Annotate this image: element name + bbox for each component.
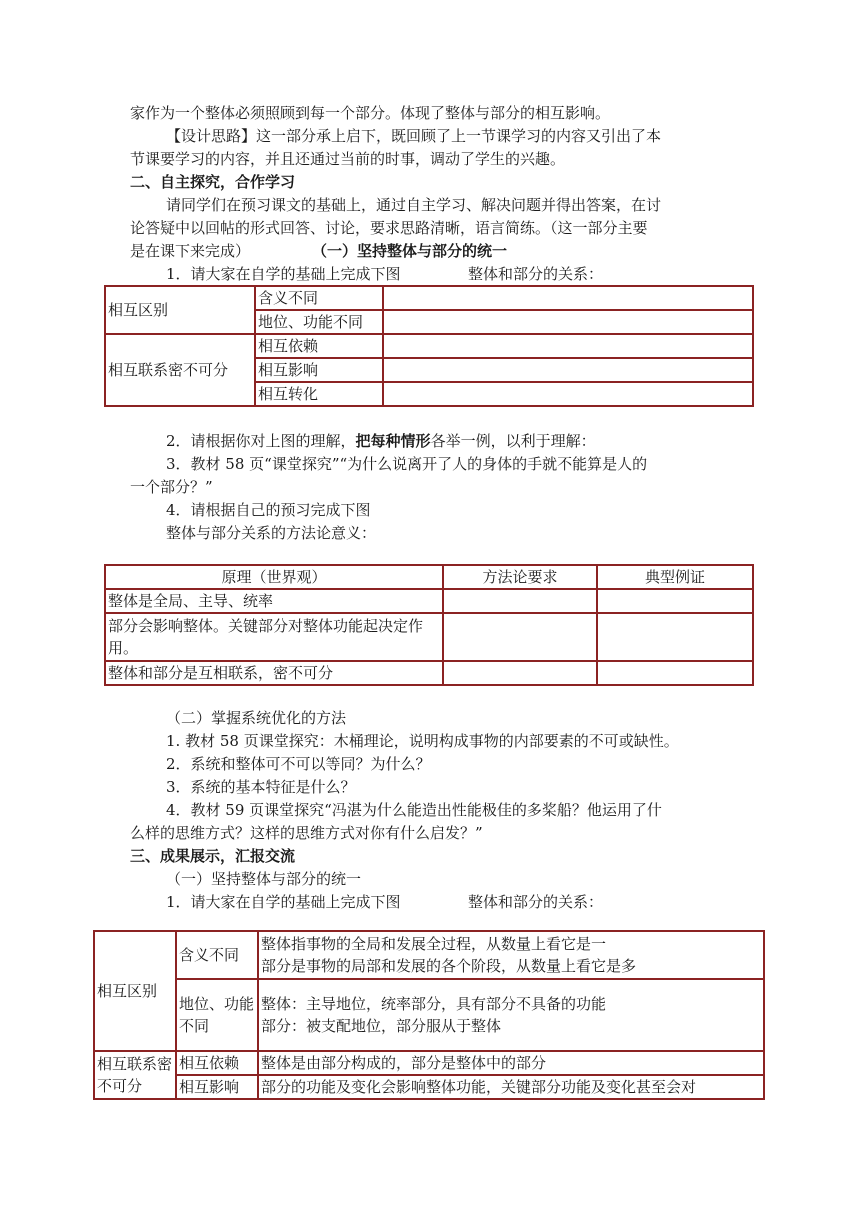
- table-cell-empty: [443, 661, 597, 685]
- methodology-table: [104, 564, 754, 686]
- table-cell: 部分会影响整体。关键部分对整体功能起决定作用。: [105, 613, 443, 661]
- section-heading: 三、成果展示，汇报交流: [130, 847, 296, 865]
- table-group-label: 相互联系密不可分: [94, 1051, 176, 1099]
- table-header: 方法论要求: [443, 565, 597, 589]
- table-cell-empty: [443, 613, 597, 661]
- table-row-label: 地位、功能不同: [255, 310, 383, 334]
- paragraph: 论答疑中以回帖的形式回答、讨论，要求思路清晰，语言简练。（这一部分主要: [130, 219, 648, 237]
- table-header: 原理（世界观）: [105, 565, 443, 589]
- table-cell-empty: [443, 589, 597, 613]
- paragraph: 3．系统的基本特征是什么？: [166, 778, 356, 796]
- paragraph: 家作为一个整体必须照顾到每一个部分。体现了整体与部分的相互影响。: [130, 104, 611, 122]
- table-row-label: 相互依赖: [255, 334, 383, 358]
- paragraph: 2．请根据你对上图的理解，把每种情形各举一例，以利于理解：: [166, 432, 596, 450]
- table-cell-empty: [383, 286, 753, 310]
- paragraph: （一）坚持整体与部分的统一: [166, 870, 362, 888]
- cell-line: 整体：主导地位，统率部分，具有部分不具备的功能: [261, 995, 607, 1013]
- cell-line: 整体指事物的全局和发展全过程，从数量上看它是一: [261, 935, 607, 953]
- table-cell-empty: [383, 358, 753, 382]
- paragraph: 4．请根据自己的预习完成下图: [166, 501, 371, 519]
- table-group-label: 相互联系密不可分: [105, 334, 255, 406]
- table-row-label: 含义不同: [255, 286, 383, 310]
- table-cell-empty: [383, 382, 753, 406]
- paragraph: 是在课下来完成）: [130, 242, 251, 260]
- paragraph: 1. 教材 58 页课堂探究：木桶理论，说明构成事物的内部要素的不可或缺性。: [166, 732, 679, 750]
- table-row-label: 相互转化: [255, 382, 383, 406]
- paragraph: 整体和部分的关系：: [468, 893, 604, 911]
- table-cell-empty: [597, 613, 753, 661]
- table-cell: 部分的功能及变化会影响整体功能，关键部分功能及变化甚至会对: [258, 1075, 764, 1099]
- table-cell: [258, 931, 764, 979]
- table-header: 典型例证: [597, 565, 753, 589]
- table-cell-empty: [383, 310, 753, 334]
- paragraph: 整体和部分的关系：: [468, 265, 604, 283]
- paragraph: 【设计思路】这一部分承上启下，既回顾了上一节课学习的内容又引出了本: [166, 127, 662, 145]
- table-cell-empty: [597, 661, 753, 685]
- cell-line: 部分是事物的局部和发展的各个阶段，从数量上看它是多: [261, 957, 637, 975]
- table-group-label: 相互区别: [94, 931, 176, 1051]
- table-cell-empty: [597, 589, 753, 613]
- table-row-label: 相互依赖: [176, 1051, 258, 1075]
- paragraph: 2．系统和整体可不可以等同？为什么？: [166, 755, 431, 773]
- relation-table-blank: [104, 285, 754, 407]
- table-row-label: 含义不同: [176, 931, 258, 979]
- table-cell: 整体是全局、主导、统率: [105, 589, 443, 613]
- table-cell: [258, 979, 764, 1051]
- paragraph: 节课要学习的内容，并且还通过当前的时事，调动了学生的兴趣。: [130, 150, 566, 168]
- table-cell: 整体是由部分构成的，部分是整体中的部分: [258, 1051, 764, 1075]
- paragraph: （二）掌握系统优化的方法: [166, 709, 347, 727]
- paragraph: 请同学们在预习课文的基础上，通过自主学习、解决问题并得出答案，在讨: [166, 196, 662, 214]
- table-cell-empty: [383, 334, 753, 358]
- table-row-label: 地位、功能不同: [176, 979, 258, 1051]
- table-group-label: 相互区别: [105, 286, 255, 334]
- paragraph: 4．教材 59 页课堂探究“冯湛为什么能造出性能极佳的多桨船？他运用了什: [166, 801, 662, 819]
- paragraph: 1．请大家在自学的基础上完成下图: [166, 265, 401, 283]
- table-row-label: 相互影响: [255, 358, 383, 382]
- paragraph: 1．请大家在自学的基础上完成下图: [166, 893, 401, 911]
- relation-table-filled: [93, 930, 765, 1100]
- paragraph: 3．教材 58 页“课堂探究”“为什么说离开了人的身体的手就不能算是人的: [166, 455, 648, 473]
- paragraph: 一个部分？”: [130, 478, 213, 496]
- paragraph: 么样的思维方式？这样的思维方式对你有什么启发？”: [130, 824, 483, 842]
- table-cell: 整体和部分是互相联系，密不可分: [105, 661, 443, 685]
- paragraph: 整体与部分关系的方法论意义：: [166, 524, 377, 542]
- table-row-label: 相互影响: [176, 1075, 258, 1099]
- section-heading: 二、自主探究，合作学习: [130, 173, 296, 191]
- subsection-heading: （一）坚持整体与部分的统一: [312, 242, 508, 260]
- cell-line: 部分：被支配地位，部分服从于整体: [261, 1017, 502, 1035]
